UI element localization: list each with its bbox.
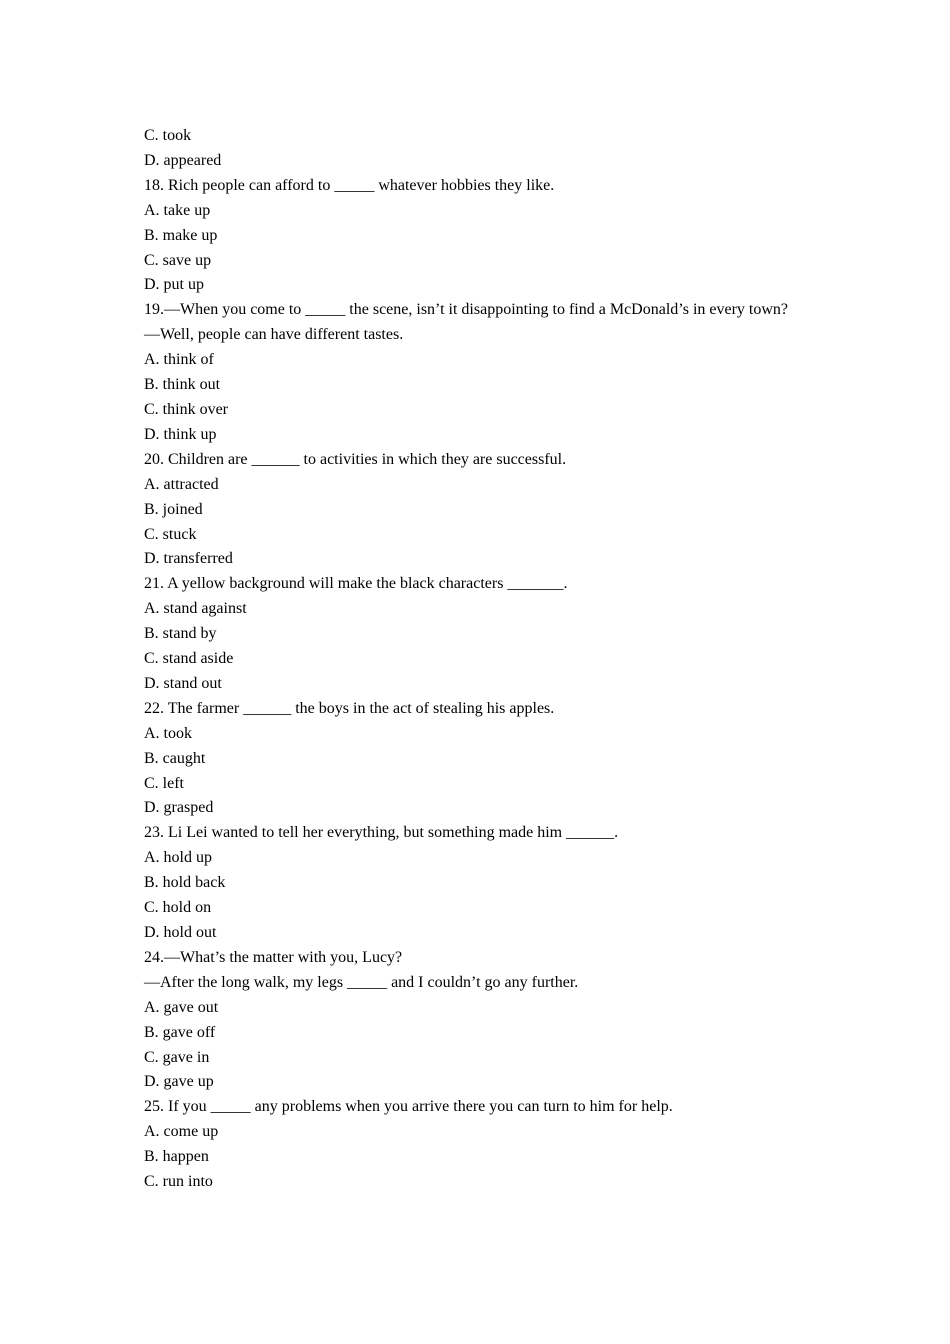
option-line: A. think of bbox=[144, 351, 214, 369]
option-line: A. stand against bbox=[144, 600, 247, 618]
option-line: A. gave out bbox=[144, 998, 219, 1016]
option-line: D. stand out bbox=[144, 674, 222, 692]
question-25: 25. If you _____ any problems when you arrive there you can turn to him for help. bbox=[144, 1098, 673, 1116]
option-line: B. caught bbox=[144, 749, 206, 767]
dialogue-line: —Well, people can have different tastes. bbox=[144, 326, 404, 344]
option-line: C. gave in bbox=[144, 1048, 210, 1066]
option-line: D. transferred bbox=[144, 550, 233, 568]
option-line: C. save up bbox=[144, 251, 212, 269]
question-23: 23. Li Lei wanted to tell her everything, but something made him ______. bbox=[144, 824, 619, 842]
option-line: D. put up bbox=[144, 276, 204, 294]
question-21: 21. A yellow background will make the black characters _______. bbox=[144, 575, 568, 593]
option-line: A. take up bbox=[144, 201, 211, 219]
option-line: B. think out bbox=[144, 376, 221, 394]
option-line: C. think over bbox=[144, 400, 228, 418]
option-line: D. think up bbox=[144, 425, 217, 443]
option-line: D. appeared bbox=[144, 151, 222, 169]
question-22: 22. The farmer ______ the boys in the act of stealing his apples. bbox=[144, 699, 555, 717]
option-line: A. took bbox=[144, 724, 192, 742]
question-20: 20. Children are ______ to activities in which they are successful. bbox=[144, 450, 567, 468]
option-line: A. attracted bbox=[144, 475, 219, 493]
question-24: 24.—What’s the matter with you, Lucy? bbox=[144, 948, 403, 966]
document-body bbox=[144, 124, 806, 1195]
option-line: C. took bbox=[144, 127, 192, 144]
option-line: C. hold on bbox=[144, 899, 212, 917]
question-18: 18. Rich people can afford to _____ whatever hobbies they like. bbox=[144, 176, 555, 194]
option-line: C. run into bbox=[144, 1173, 213, 1191]
option-line: D. grasped bbox=[144, 799, 214, 817]
option-line: B. joined bbox=[144, 500, 203, 518]
option-line: C. left bbox=[144, 774, 184, 792]
question-19: 19.—When you come to _____ the scene, isn’t it disappointing to find a McDonald’s in every town? bbox=[144, 301, 789, 319]
option-line: C. stuck bbox=[144, 525, 197, 543]
option-line: D. hold out bbox=[144, 924, 217, 941]
dialogue-line: —After the long walk, my legs _____ and I couldn’t go any further. bbox=[144, 973, 579, 991]
option-line: B. stand by bbox=[144, 625, 217, 643]
option-line: C. stand aside bbox=[144, 650, 234, 668]
option-line: B. hold back bbox=[144, 874, 226, 892]
option-line: B. make up bbox=[144, 226, 218, 244]
option-line: D. gave up bbox=[144, 1073, 214, 1091]
option-line: B. happen bbox=[144, 1148, 209, 1166]
option-line: B. gave off bbox=[144, 1023, 216, 1041]
option-line: A. hold up bbox=[144, 849, 212, 867]
option-line: A. come up bbox=[144, 1123, 219, 1141]
